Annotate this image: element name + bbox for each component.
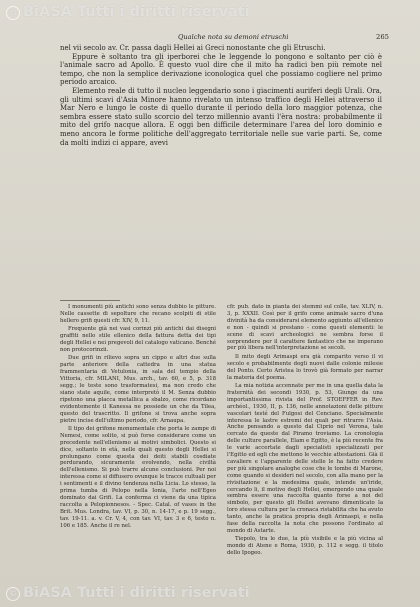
footnote-separator <box>60 300 120 301</box>
footnotes-right-column <box>227 304 383 559</box>
running-title: Qualche nota su demoni etruschi <box>178 33 289 41</box>
copyright-icon: © <box>6 587 20 601</box>
watermark-bottom-text: BiASA Tutti i diritti riservati <box>23 585 250 601</box>
footnote: Tiepolo, tra le due, la più visibile e la più vicina al mondo di Atene e Roma, 1930, p. 112 e segg. il titolo dello Ipogeo. <box>227 536 383 557</box>
footnote: I monumenti più antichi sono senza dubbio le pitture. Nelle cassette di sepolture che recano scolpiti di stile hellero grifi questi cfr. XIV, 9, 11. <box>60 304 216 324</box>
footnote: Frequente già nei vasi corinzi più antichi dai disegni graffiti nello stile ellenico della fattura detta dei tipi degli Hellei e nei pregevoli del catalogo vaticano. Benché non protocorinzii. <box>60 326 216 353</box>
watermark-top-text: BiASA Tutti i diritti riservati <box>23 4 250 20</box>
page-number: 265 <box>376 33 389 41</box>
main-text <box>60 44 382 147</box>
copyright-icon: © <box>6 6 20 20</box>
footnote: Il tipo dei grifone monumentale che porta le zampe di Nemesi, come solito, si può forse considerare come un precedente nell'ellenismo ai motivi simbolici. Questo si dice, soltanto in età, nelle quali questo degli Hellei si prolungano come questa dei deiti stabili cosdiate perdurando, sicuramente evolvendo, nella civiltà dell'ellenismo. Si può trarre alcune conclusioni. Per noi interessa come si diffusero ovunque le tracce cultuali per i sentimenti e il divino tendenza nella Licia. Lo stesso, la prima tumba di Pelopo nella Ionia, l'arte nell'Egeo dominato dai Grifi. La conferma ci viene da una tipica raccolta a Pelopionnesos. - Spec. Catal. of vases in the Brit. Mus. Londra, tav. VI, p. 30, n. 14-17, e p. 19 segg., tav. 19-11. a. v. Cr. V, 4, con tav. VI, tav. 3 e 6, testo n. 106 e 185. Anche il re nel. <box>60 425 216 529</box>
footnote: Il mito degli Arimaspi era già comparito verso il vi secolo e probabilmente degli nuovi dalle colonie milesie del Ponto. Certo Aristea lo trovò già formato per narrar la materia del poema. <box>227 353 383 381</box>
footnote: cfr. pub. dato in pianta dei stemmi sul colle, tav. XLIV, n. 3, p. XXXII. Così per il grifo come animale sacro d'una divinità ha da considerarsi elemento aggiunto all'ellenico e non - quindi si prestano - come questi elementi: le scene di scavi archeologici ne sembra forse il sorprendere per il carattere fantastico che ne imperano per più libera nell'interpretazione se secoli. <box>227 304 383 352</box>
watermark-bottom <box>6 585 250 601</box>
footnotes-left-column <box>60 304 216 531</box>
paragraph: nel vii secolo av. Cr. passa dagli Hellei ai Greci nonostante che gli Etruschi. <box>60 44 326 52</box>
footnote: La mia notizia accennate per me in una quella data la fraternità dei secondi 1930, p. 53, Giunge da una importantissima rivista del Prof. STOEFFER in Rev. archéol., 1930, II, p. 136, nelle annotazioni delle pitture vascolari testé del Fulgosi del Cenciano. Specialmente interessa le lastre estremi dei quali per ritrarre l'Asia. Anche pensando a questo dal Ciprio nel Verona, tale cercato da queste dal Piramo troviamo. La cronologia delle culture parallele, Elam e Egitto, è la più recente fra le varie accertate dagli specialisti specializzati per l'Egitto ed egli che mettono le vecchie attestazioni. Già il cavaliere e l'apparente delle stelle le ha fatto credere per più singolare analoghe cose che le tombe di Marone, come quando si desideri nel secolo, con alla mano per la rivisitazione e la medesima quale, intende un'iride, cercando li, il motivo degli Hellei, emergendo una quale sembra essere una raccolta quanto forse a noi del simbolo, per questo gli Hellei avevano dimenticato la loro stessa cultura per la cronaca ristabilita che ha avuto tanto, anche la pratica propria degli Arimaspi, e nella fase della raccolta la nota che possono l'ordinato al mondo di Astarte. <box>227 382 383 534</box>
paragraph: Eppure è soltanto tra gli iperborei che le leggende lo pongono e soltanto per ciò è l'animale sacro ad Apollo. È questo vuol dire che il mito ha radici ben più remote nel tempo, che non la semplice derivazione iconologica quel che possiamo cogliere nel primo periodo arcaico. <box>60 52 382 87</box>
watermark-top <box>6 4 250 20</box>
paragraph: Elemento reale di tutto il nucleo leggendario sono i giacimenti auriferi degli Urali. Ora, gli ultimi scavi d'Asia Minore hanno rivelato un intenso traffico degli Hellei attraverso il Mar Nero e lungo le coste di quello durante il periodo della loro maggior potenza, che sembra essere stato sullo scorcio del terzo millennio avanti l'èra nostra: probabilmente il mito del grifo nacque allora. E oggi ben difficile determinare l'area del loro dominio e meno ancora le forme politiche dell'aggregato territoriale nelle sue varie parti. Se, come da molti indizi ci appare, avevi <box>60 86 382 147</box>
footnote: Due grifi in rilievo sopra un cippo e altri due sulla parte anteriore della cattedra in una statua frammentaria di Vetulonia, in sala del tempio della Vittoria, cfr. MILANI, Mus. arch., tav. 60, e 5, p. 318 segg.; le teste sono trasformatesi, ma non credo che siano state aquile, come interpretò il M. Senza dubbio ripetono una placca metallica a sbalzo, come ricordano evidentemente il Kanessa ne possiede un che da Tilea, questo del trascritto. Il grifone si trova anche sopra pietre incise dell'ultimo periodo, cfr. Arnaupa. <box>60 355 216 424</box>
